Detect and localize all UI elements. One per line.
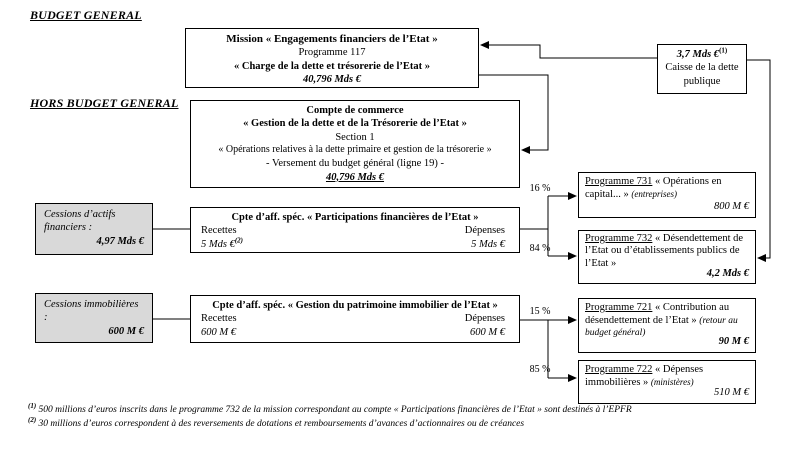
mission-title: Mission « Engagements financiers de l’Etat » — [226, 33, 438, 45]
arrowhead-into-prog731 — [568, 192, 577, 200]
patrimoine-values-row — [191, 326, 519, 339]
recettes-value: 5 Mds €$^{(2)}$ — [201, 236, 244, 250]
compte-amount: 40,796 Mds € — [325, 171, 385, 183]
prog731-box — [578, 172, 756, 218]
cessions-actifs-box — [35, 203, 153, 255]
caisse-amount: 3,7 Mds €$^{(1)}$ — [676, 46, 728, 60]
prog721-text: Programme 721 « Contribution au désendettement de l’Etat » (retour au budget général) — [585, 302, 738, 339]
compte-operations: « Opérations relatives à la dette primaire et gestion de la trésorerie » — [218, 144, 492, 156]
arrowhead-into-prog732-left — [568, 252, 577, 260]
participations-box — [190, 207, 520, 253]
budget-general-heading: BUDGET GENERAL — [30, 8, 142, 22]
prog731-text: Programme 731 « Opérations en capital... » (entreprises) — [585, 176, 722, 200]
cessions-immo-amount: 600 M € — [108, 325, 144, 337]
prog732-box — [578, 230, 756, 284]
recettes-value: 600 M € — [201, 326, 236, 338]
footnote-2-text: 30 millions d’euros correspondent à des reversements de dotations et remboursements d’avances d’actionnaires ou de créances — [38, 419, 525, 429]
prog722-box — [578, 360, 756, 404]
patrimoine-title: Cpte d’aff. spéc. « Gestion du patrimoine immobilier de l’Etat » — [212, 300, 498, 311]
compte-versement: - Versement du budget général (ligne 19) - — [266, 158, 444, 170]
arrowhead-into-mission — [480, 41, 489, 49]
arrowhead-into-prog721 — [568, 316, 577, 324]
cessions-immo-label: Cessions immobilières : — [44, 299, 139, 324]
mission-box — [185, 28, 479, 88]
prog732-text: Programme 732 « Désendettement de l’Etat ou d’établissements publics de l’Etat » — [585, 233, 744, 269]
cessions-actifs-label: Cessions d’actifs financiers : — [44, 209, 116, 234]
arrowhead-into-prog732-right — [757, 254, 766, 262]
compte-commerce-box — [190, 100, 520, 188]
compte-title: Compte de commerce — [306, 105, 404, 116]
compte-subtitle: « Gestion de la dette et de la Trésorerie de l’Etat » — [243, 118, 467, 130]
footnote-1-marker: (1) — [28, 401, 37, 410]
pct-prog731: 16 % — [529, 183, 551, 194]
cessions-actifs-amount: 4,97 Mds € — [96, 235, 144, 247]
footnote-1-text: 500 millions d’euros inscrits dans le programme 732 de la mission correspondant au compte « Participations financières de l’Etat » sont destinés à l’EPFR — [38, 405, 632, 415]
compte-section: Section 1 — [335, 131, 375, 143]
hors-budget-general-heading: HORS BUDGET GENERAL — [30, 96, 179, 110]
line-caisse-to-mission — [489, 45, 657, 58]
caisse-name: Caisse de la dette publique — [665, 62, 739, 87]
prog721-box — [578, 298, 756, 353]
footnote-1 — [28, 401, 780, 415]
prog722-amount: 510 M € — [714, 387, 749, 399]
mission-subtitle: « Charge de la dette et trésorerie de l’Etat » — [233, 60, 431, 72]
footnote-2 — [28, 415, 780, 429]
prog732-amount: 4,2 Mds € — [706, 267, 749, 279]
footnote-ref-2: (2) — [234, 236, 244, 245]
pct-prog722: 85 % — [529, 364, 551, 375]
patrimoine-labels-row — [191, 312, 519, 325]
arrowhead-into-compte — [521, 146, 530, 154]
prog731-amount: 800 M € — [714, 201, 749, 213]
mission-amount: 40,796 Mds € — [302, 73, 362, 85]
prog721-amount: 90 M € — [718, 336, 749, 348]
patrimoine-box — [190, 295, 520, 343]
arrowhead-into-prog722 — [568, 374, 577, 382]
line-caisse-to-prog732 — [747, 60, 770, 258]
depenses-label: Dépenses — [464, 225, 505, 237]
depenses-value: 5 Mds € — [471, 238, 505, 250]
footnote-ref-1: (1) — [719, 46, 728, 55]
participations-values-row — [191, 238, 519, 251]
recettes-label: Recettes — [201, 313, 237, 325]
prog722-text: Programme 722 « Dépenses immobilières » (ministères) — [585, 364, 704, 388]
pct-prog732: 84 % — [529, 243, 551, 254]
pct-prog721: 15 % — [529, 306, 551, 317]
participations-title: Cpte d’aff. spéc. « Participations financières de l’Etat » — [231, 212, 479, 223]
mission-programme: Programme 117 — [298, 47, 366, 59]
depenses-label: Dépenses — [464, 313, 505, 325]
depenses-value: 600 M € — [470, 326, 505, 338]
caisse-box — [657, 44, 747, 94]
recettes-label: Recettes — [201, 225, 237, 237]
footnote-2-marker: (2) — [28, 415, 37, 424]
cessions-immo-box — [35, 293, 153, 343]
